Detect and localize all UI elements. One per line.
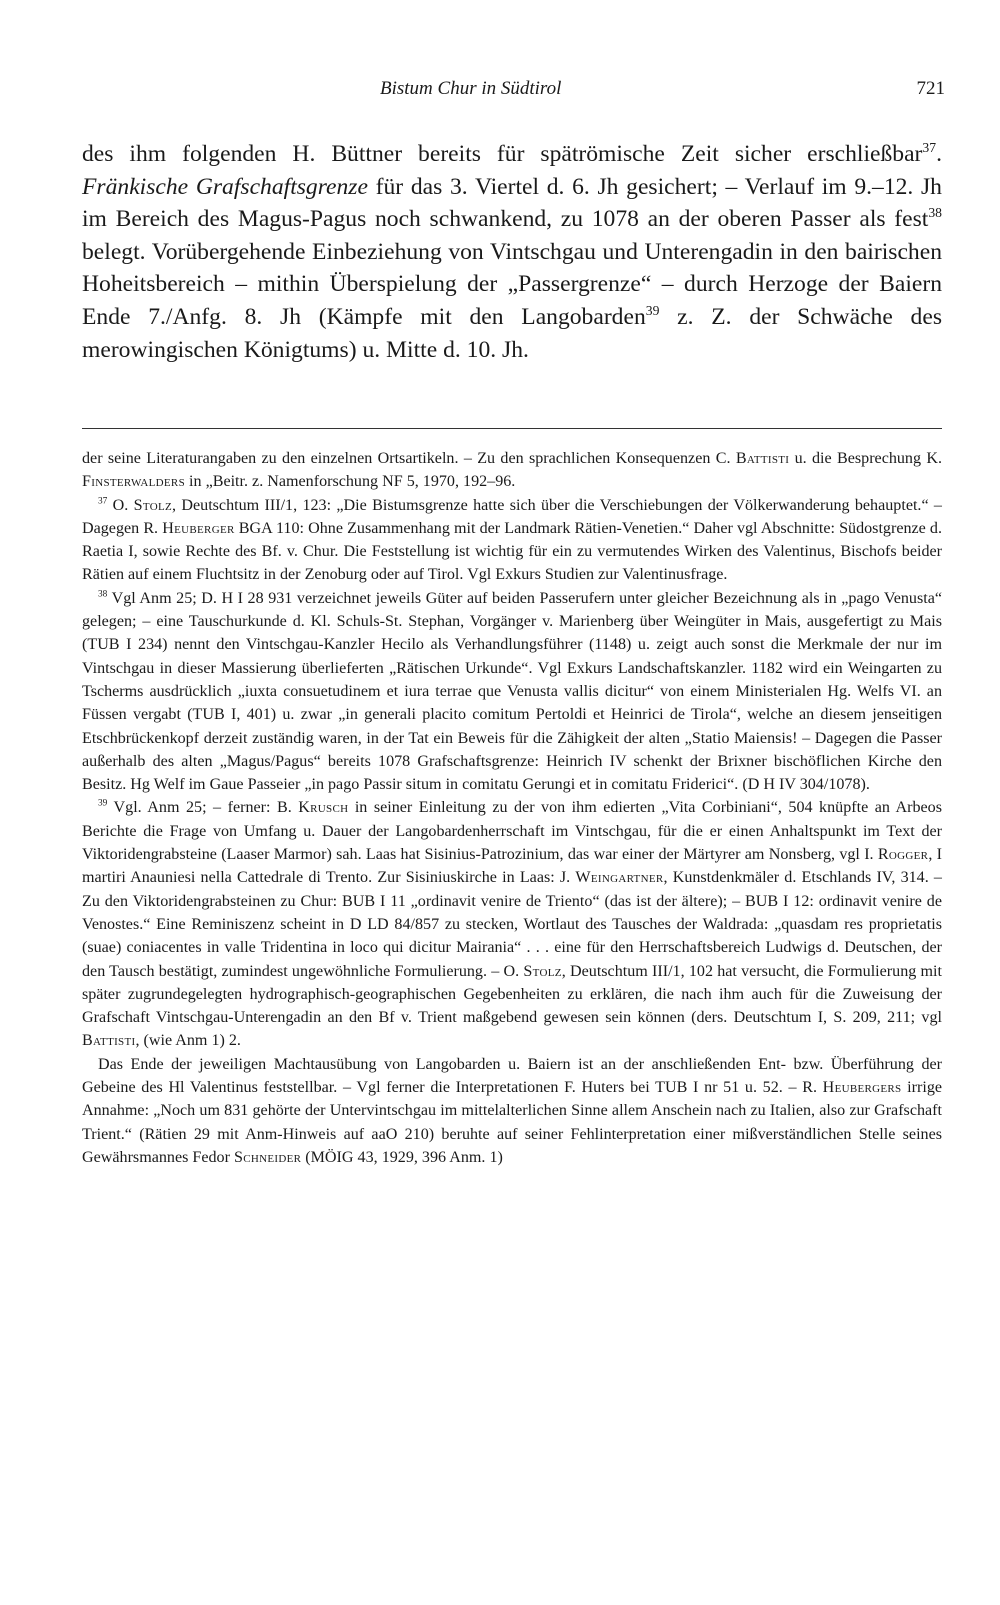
text-run: , Kunstdenkmäler d. Etschlands IV, 314. – Zu den Viktoridengrabsteinen zu Chur: BUB I 11 „ordinavit venire de Triento“ (das ist der ältere); – BUB I 12: ordinavit venire de Venostes.“ Eine Reminiszenz scheint in D LD 84/857 zu stecken, Wortlaut des Tausches der Waldrada: „quasdam res proprietatis (suae) coniacentes in valle Tridentina in loco qui dicitur Mairania“ . . . eine für den Herrschaftsbereich Ludwigs d. Deutschen, der den Tausch bestätigt, zumindest ungewöhnliche Formulierung. – O. [82,869,942,980]
text-run: für das 3. Viertel d. 6. Jh gesichert; – Verlauf im 9.–12. Jh im Bereich des Magus-Pagus noch schwankend, zu 1078 an der oberen Passer als fest [82,173,942,233]
text-run: Das Ende der jeweiligen Machtausübung von Langobarden u. Baiern ist an der anschließenden Ent- bzw. Überführung der Gebeine des Hl Valentinus feststellbar. – Vgl ferner die Interpretationen F. Huters bei TUB I nr 51 u. 52. – R. [82,1055,942,1097]
author-name: Battisti [735,450,790,467]
author-name: Stolz [523,962,562,980]
author-name: Stolz [133,496,173,514]
footnote-ref-38: 38 [928,205,942,221]
footnote-number: 39 [98,799,108,810]
author-name: Schneider [233,1148,302,1166]
author-name: Krusch [298,799,349,817]
footnote-number: 37 [98,496,108,507]
text-run: BGA 110: Ohne Zusammenhang mit der Landmark Rätien-Venetien.“ Daher vgl Abschnitte: Südostgrenze d. Raetia I, sowie Rechte des Bf. v. Chur. Die Feststellung ist wichtig für ein zu vermutendes Wirken des Valentinus, Bischofs beider Rätien auf einem Fluchtsitz in der Zenoburg oder auf Tirol. Vgl Exkurs Studien zur Valentinusfrage. [82,519,942,584]
text-run: Vgl Anm 25; D. H I 28 931 verzeichnet jeweils Güter auf beiden Passerufern unter gleicher Bezeichnung als in „pago Venusta“ gelegen; – eine Tauschurkunde d. Kl. Schuls-St. Stephan, Vorgänger v. Marienberg über Weingüter in Mais, ausgefertigt zu Mais (TUB I 234) nennt den Vintschgau-Kanzler Hecilo als Verhandlungsführer (1148) u. zeigt auch sonst die Merkmale der nur im Vintschgau in dieser Massierung überlieferten „Rätischen Urkunde“. Vgl Exkurs Landschaftskanzler. 1182 wird ein Weingarten zu Tscherms ausdrücklich „iuxta consuetudinem et iura terrae que Venusta vallis dicitur“ von einem Ministerialen Hg. Welfs VI. an Füssen vergabt (TUB I, 401) u. zwar „in generali placito comitum Pertoldi et Heinrici de Tirola“, welche an diesem jenseitigen Etschbrückenkopf derzeit zuständig waren, in der Tat ein Beweis für die Zähigkeit der alten „Statio Maiensis! – Dagegen die Passer außerhalb des alten „Magus/Pagus“ bereits 1078 Grafschaftsgrenze: Heinrich IV schenkt der Brixner bischöflichen Kirche den Besitz. Hg Welf im Gaue Passeier „in pago Passir situm in comitatu Gerungi et in comitatu Friderici“. (D H IV 304/1078). [82,589,942,794]
italic-term: Fränkische Grafschaftsgrenze [82,173,368,200]
text-run: (MÖIG 43, 1929, 396 Anm. 1) [301,1148,503,1166]
text-run: in „Beitr. z. Namenforschung NF 5, 1970, 192–96. [185,473,516,491]
text-run: , Deutschtum III/1, 123: „Die Bistumsgrenze hatte sich über die Verschiebungen der Völkerwanderung behauptet.“ – Dagegen R. [82,496,942,537]
text-run: u. die Besprechung K. [789,450,943,467]
author-name: Weingartner [575,869,664,887]
text-run: . [936,141,942,167]
author-name: Heubergers [822,1079,902,1097]
author-name: Heuberger [162,519,235,537]
main-paragraph [82,138,942,366]
footnote-number: 38 [98,589,108,600]
text-run: des ihm folgenden H. Büttner bereits für spätrömische Zeit sicher erschließbar [82,141,923,167]
footnotes [82,447,942,1169]
footnote-37 [82,494,942,587]
footnote-divider [82,428,942,429]
footnote-ref-39: 39 [645,303,660,319]
text-run: in seiner Einleitung zu der von ihm edierten „Vita Corbiniani“, 504 knüpfte an Arbeos Berichte die Frage von Umfang u. Dauer der Langobardenherrschaft im Vintschgau, für die er einen Anhaltspunkt im Text der Viktoridengrabsteine (Laaser Marmor) sah. Laas hat Sisinius-Patrozinium, das war einer der Märtyrer am Nonsberg, vgl I. [82,799,942,864]
author-name: Finsterwalders [82,473,185,491]
footnote-ref-37: 37 [922,140,937,156]
page-number: 721 [916,78,945,99]
text-run: , I martiri Anauniesi nella Cattedrale di Trento. Zur Sisiniuskirche in Laas: J. [82,846,942,887]
text-run: irrige Annahme: „Noch um 831 gehörte der Untervintschgau im mittelalterlichen Sinne allem Anschein nach zu Italien, also zur Grafschaft Trient.“ (Rätien 29 mit Anm-Hinweis auf aaO 210) beruhte auf seiner Fehlinterpretation einer mißverständlichen Stelle seines Gewährsmannes Fedor [82,1079,943,1166]
text-run: der seine Literaturangaben zu den einzelnen Ortsartikeln. – Zu den sprachlichen Konsequenzen C. [82,450,736,467]
running-head-title: Bistum Chur in Südtirol [380,78,562,99]
text-run: , (wie Anm 1) 2. [135,1032,241,1050]
author-name: Battisti [82,1032,136,1050]
text-run: , Deutschtum III/1, 102 hat versucht, die Formulierung mit später zugrundegelegten hydrographisch-geographischen Gegebenheiten zu erklären, die nach ihm auch für die Zuweisung der Grafschaft Vintschgau-Unterengadin an den Bf v. Trient maßgebend gewesen sein können (ders. Deutschtum I, S. 209, 211; vgl [82,962,942,1027]
text-run: Vgl. Anm 25; – ferner: B. [107,799,299,817]
footnote-38 [82,587,942,797]
text-run: z. Z. der Schwäche des merowingischen Königtums) u. Mitte d. 10. Jh. [82,303,942,363]
footnote-39-paragraph-2 [82,1053,942,1169]
footnote-39 [82,796,942,1052]
author-name: Rogger [877,846,929,864]
main-text [82,138,942,366]
running-head [0,78,1000,104]
footnote-continuation [82,447,942,494]
text-run: O. [107,496,134,514]
text-run: belegt. Vorübergehende Einbeziehung von Vintschgau und Unterengadin in den bairischen Hoheitsbereich – mithin Überspielung der „Passergrenze“ – durch Herzoge der Baiern Ende 7./Anfg. 8. Jh (Kämpfe mit den Langobarden [82,238,942,330]
